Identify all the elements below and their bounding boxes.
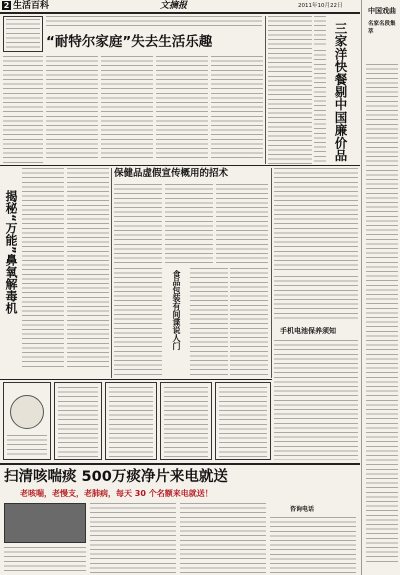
promo-box-5: [215, 382, 271, 460]
promo-box-2-text: [58, 387, 98, 457]
ad-photo: [4, 503, 86, 543]
col-rule-a: [265, 16, 266, 164]
stamp-graphic: [10, 395, 44, 429]
promo-box-5-text: [219, 387, 267, 457]
promo-box-4-text: [164, 387, 208, 457]
main-article-text-4: [211, 56, 263, 162]
main-article-text-2: [101, 56, 153, 162]
left-band-text-2: [67, 168, 109, 368]
page-number-badge: 2: [3, 1, 10, 10]
right-article-text-top: [314, 16, 326, 46]
section-rule-2: [0, 379, 272, 380]
right-column-text: [366, 64, 398, 564]
section-name: 生活百科: [13, 1, 50, 11]
main-headline: “耐特尔家庭”失去生活乐趣: [46, 34, 213, 50]
middle-vertical-title: 食品包装有间谍说人门: [172, 270, 181, 350]
right-headline: 手机电池保养须知: [280, 327, 336, 335]
right-box-sub: 名家名段集萃: [368, 21, 396, 35]
promo-box-3-text: [109, 387, 153, 457]
advertisement: [0, 465, 360, 575]
middle-headline: 保健品虚假宣传概用的招术: [114, 168, 229, 179]
right-band-text-1: [274, 168, 358, 273]
masthead-rule: [0, 12, 360, 14]
ad-text-1: [4, 547, 86, 573]
middle-article-text-2: [165, 184, 213, 264]
main-article-text-top: [46, 16, 262, 30]
main-article-text-3: [156, 56, 208, 162]
right-band-text-3: [274, 340, 358, 460]
middle-article-text-6: [230, 268, 268, 376]
middle-article-text-3: [216, 184, 268, 264]
right-article-text-2: [314, 50, 326, 164]
left-vertical-title: 揭秘“万能”鼻氧解毒机: [4, 190, 18, 314]
right-box: [364, 2, 398, 60]
left-band-text-1: [22, 168, 64, 368]
promo-box-1: [3, 382, 51, 460]
left-column-text: [3, 56, 43, 164]
section-rule-1: [0, 165, 360, 166]
paper-name: 文摘报: [160, 1, 188, 11]
ad-subline: 老咳喘，老慢支，老肺病，每天 30 个名额来电就送！: [20, 489, 213, 498]
ad-text-4: [270, 517, 356, 573]
ad-text-2: [90, 503, 176, 573]
promo-box-2: [54, 382, 102, 460]
ad-headline: 扫清咳喘痰 500万痰净片来电就送: [4, 469, 228, 485]
issue-date: 2011年10月22日: [298, 3, 343, 9]
ad-text-3: [180, 503, 266, 573]
middle-article-text-5: [190, 268, 228, 376]
left-intro-text: [6, 19, 40, 49]
promo-box-3: [105, 382, 157, 460]
middle-article-text-4: [114, 268, 162, 376]
main-article-text-1: [46, 56, 98, 162]
right-band-text-2: [274, 276, 358, 322]
right-box-title: 中国戏曲: [368, 7, 396, 15]
ad-contact-label: 咨询电话: [290, 506, 315, 513]
col-rule-b: [111, 168, 112, 378]
left-intro-box: [3, 16, 43, 52]
middle-article-text-1: [114, 184, 162, 264]
promo-box-1-text: [7, 435, 47, 457]
page-gutter: [361, 0, 362, 575]
col-rule-c: [271, 168, 272, 378]
masthead: [0, 0, 400, 12]
vertical-feature-title: 三家洋快餐剔中国廉价品: [333, 22, 348, 162]
promo-box-4: [160, 382, 212, 460]
right-article-text-1: [268, 16, 312, 164]
